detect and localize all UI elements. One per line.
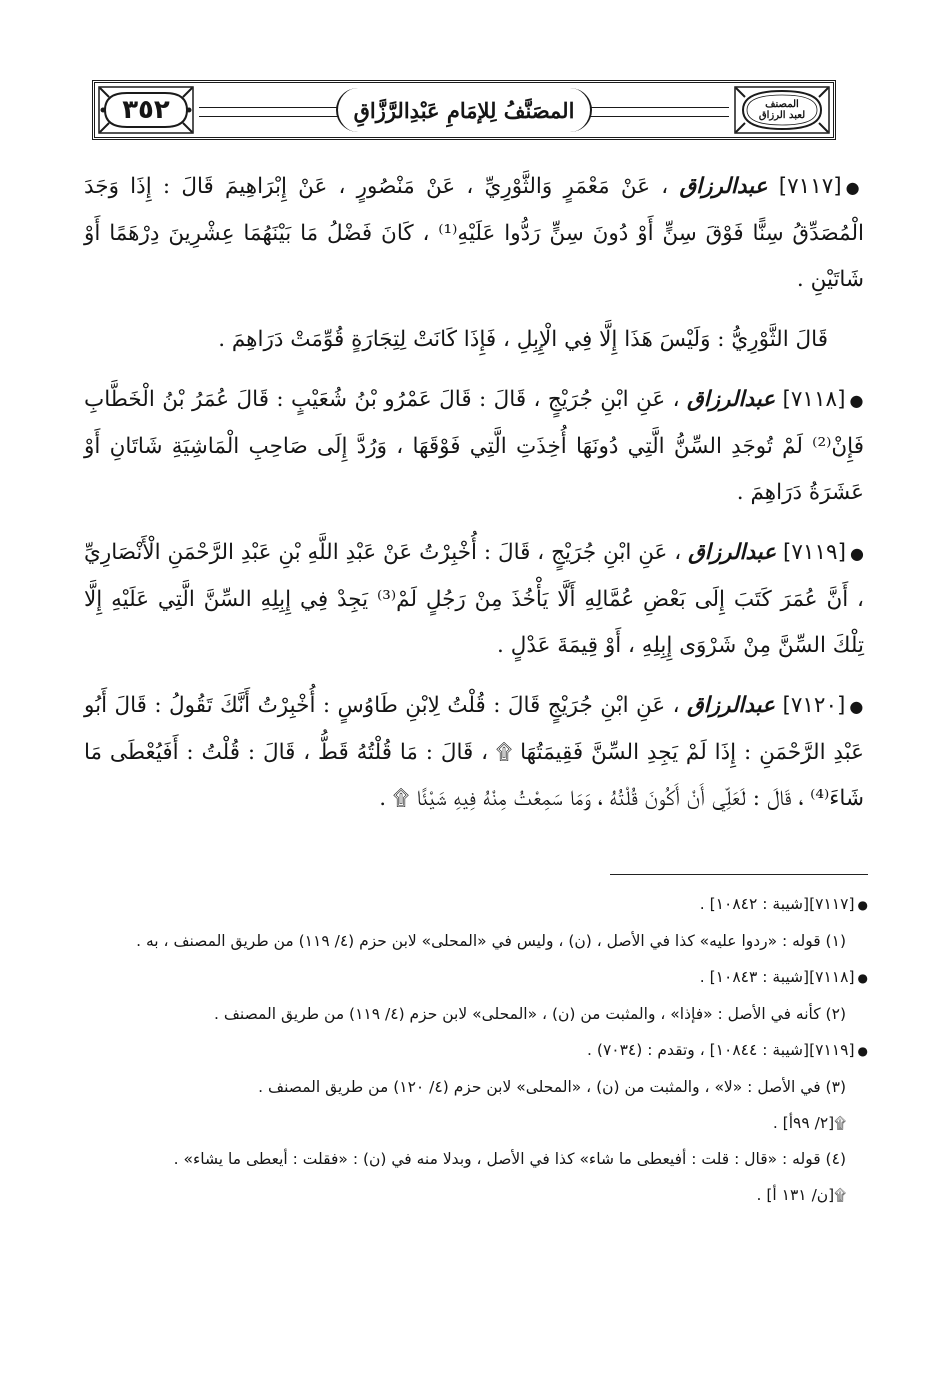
main-text	[84, 164, 864, 836]
bullet-icon: ●	[857, 1044, 868, 1058]
manuscript-folio-ref: ۩[ن/ ١٣١ أ] .	[756, 1186, 846, 1204]
emblem-line: لعبد الرزاق	[758, 110, 806, 121]
bullet-icon: ●	[857, 971, 868, 985]
footnote-source	[96, 1035, 868, 1066]
bullet-icon: ●	[849, 697, 864, 716]
emblem-line: المصنف	[765, 99, 799, 110]
footnote-1: (١) قوله : «ردوا عليه» كذا في الأصل ، (ن) ، وليس في «المحلى» لابن حزم (٤/ ١١٩) من طريق المصنف ، به .	[136, 932, 846, 950]
hadith-text: ، عَنْ مَعْمَرٍ وَالثَّوْرِيِّ ، عَنْ مَنْصُورٍ ، عَنْ إِبْرَاهِيمَ قَالَ : إِذَا وَجَدَ الْمُصَدِّقُ سِنًّا فَوْقَ سِنٍّ أَوْ دُونَ سِنٍّ رَدُّوا عَلَيْهِ⁽¹⁾ ، كَانَ فَضْلُ مَا بَيْنَهُمَا عِشْرِينَ دِرْهَمًا أَوْ شَاتَيْنِ .	[84, 174, 864, 292]
hadith-7117	[84, 164, 864, 303]
hadith-text: ، عَنِ ابْنِ جُرَيْجٍ ، قَالَ : قَالَ عَمْرُو بْنُ شُعَيْبٍ : قَالَ عُمَرُ بْنُ الْخَطَّابِ فَإِنْ⁽²⁾ لَمْ تُوجَدِ السِّنُّ الَّتِي دُونَهَا أُخِذَتِ الَّتِي فَوْقَهَا ، وَرُدَّ إِلَى صَاحِبِ الْمَاشِيَةِ شَاتَانِ أَوْ عَشَرَةُ دَرَاهِمَ .	[84, 387, 864, 505]
hadith-text: ، عَنِ ابْنِ جُرَيْجٍ ، قَالَ : أُخْبِرْتُ عَنْ عَبْدِ اللَّهِ بْنِ عَبْدِ الرَّحْمَنِ الْأَنْصَارِيِّ ، أَنَّ عُمَرَ كَتَبَ إِلَى بَعْضِ عُمَّالِهِ أَلَّا يَأْخُذَ مِنْ رَجُلٍ لَمْ⁽³⁾ يَجِدْ فِي إِبِلِهِ السِّنَّ الَّتِي عَلَيْهِ إِلَّا تِلْكَ السِّنَّ مِنْ شَرْوَى إِبِلِهِ ، أَوْ قِيمَةَ عَدْلٍ .	[84, 540, 864, 658]
manuscript-folio-ref: ۩[٢/ ٩٩أ] .	[772, 1114, 846, 1132]
hadith-number: [٧١١٨]	[782, 387, 846, 412]
page-number: ٣٥٢	[122, 95, 170, 125]
footnote-divider	[610, 874, 868, 875]
page-header	[92, 80, 836, 140]
footnote-source	[96, 962, 868, 993]
hadith-7119	[84, 530, 864, 669]
footnote-2: (٢) كأنه في الأصل : «فإذا» ، والمثبت من (ن) ، «المحلى» لابن حزم (٤/ ١١٩) من طريق المصنف .	[214, 1005, 846, 1023]
hadith-number: [٧١٢٠]	[782, 693, 846, 718]
author-name: عبدالرزاق	[679, 174, 768, 199]
page-number-ornament	[97, 85, 195, 135]
thawri-comment: قَالَ الثَّوْرِيُّ : وَلَيْسَ هَذَا إِلَّا فِي الْإِبِلِ ، فَإِذَا كَانَتْ لِتِجَارَةٍ قُوِّمَتْ دَرَاهِمَ .	[218, 327, 828, 352]
hadith-text: ، عَنِ ابْنِ جُرَيْجٍ قَالَ : قُلْتُ لِابْنِ طَاوُسٍ : أُخْبِرْتُ أَنَّكَ تَقُولُ : قَالَ أَبُو عَبْدِ الرَّحْمَنِ : إِذَا لَمْ يَجِدِ السِّنَّ فَقِيمَتُهَا ۩ ، قَالَ : مَا قُلْتُهُ قَطُّ ، قَالَ : قُلْتُ : أَفَيُعْطَى مَا شَاءَ⁽⁴⁾ ، قَالَ : لَعَلِّي أَنْ أَكُونَ قُلْتُهُ ، وَمَا سَمِعْتُ مِنْهُ فِيهِ شَيْئًا ۩ .	[84, 693, 864, 811]
hadith-number: [٧١١٩]	[782, 540, 846, 565]
hadith-7120	[84, 683, 864, 822]
bullet-icon: ●	[845, 178, 865, 197]
footnote-source	[96, 889, 868, 920]
bullet-icon: ●	[849, 391, 864, 410]
footnote-4: (٤) قوله : «قال : قلت : أفيعطى ما شاء» كذا في الأصل ، وبدلا منه في (ن) : «فقلت : أيعطى ما يشاء» .	[173, 1150, 846, 1168]
author-name: عبدالرزاق	[687, 387, 776, 412]
bullet-icon: ●	[857, 898, 868, 912]
footnotes	[96, 889, 868, 1216]
hadith-number: [٧١١٧]	[778, 174, 842, 199]
running-title-box	[336, 88, 593, 132]
footnote-3: (٣) في الأصل : «لا» ، والمثبت من (ن) ، «المحلى» لابن حزم (٤/ ١٢٠) من طريق المصنف .	[258, 1078, 846, 1096]
footnote-text: [٧١١٩][شيبة : ١٠٨٤٤] ، وتقدم : (٧٠٣٤) .	[587, 1041, 855, 1059]
hadith-7118	[84, 377, 864, 516]
bullet-icon: ●	[849, 544, 864, 563]
footnote-text: [٧١١٨][شيبة : ١٠٨٤٣] .	[699, 968, 855, 986]
running-title: المصَنَّفُ لِلإمَامِ عَبْدِالرَّزَّاقِ	[353, 97, 575, 123]
emblem-text	[759, 99, 805, 121]
author-name: عبدالرزاق	[688, 540, 777, 565]
footnote-text: [٧١١٧][شيبة : ١٠٨٤٢] .	[699, 895, 855, 913]
emblem-ornament	[733, 85, 831, 135]
author-name: عبدالرزاق	[686, 693, 775, 718]
